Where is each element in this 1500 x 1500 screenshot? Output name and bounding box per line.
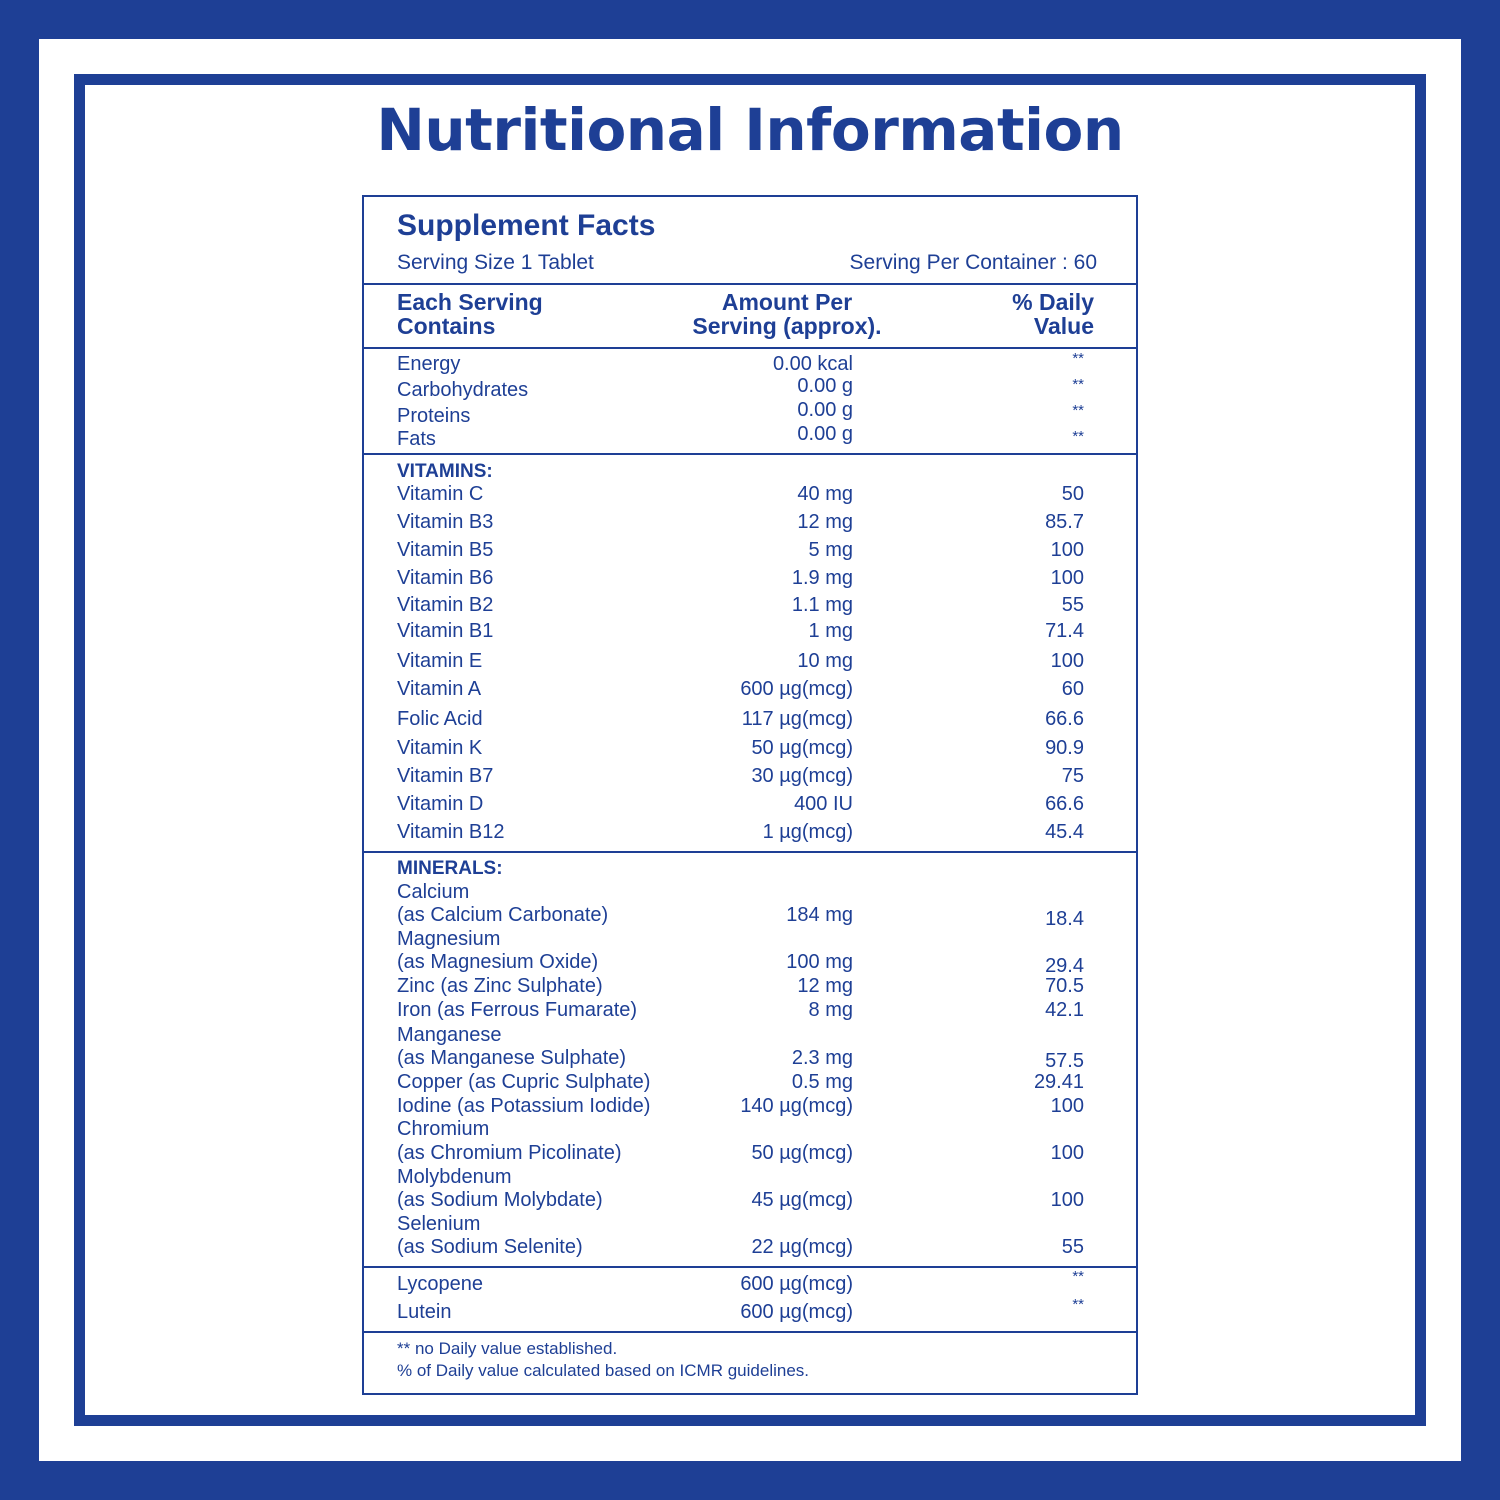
vitamin-amount: 40 mg (797, 483, 853, 505)
column-header-dv-line2: Value (1033, 312, 1094, 339)
vitamin-daily-value: 55 (1061, 594, 1084, 616)
vitamin-label: Vitamin B2 (397, 594, 494, 616)
vitamin-label: Vitamin D (397, 793, 484, 815)
nutrient-amount: 0.00 kcal (772, 353, 853, 375)
vitamin-daily-value: 66.6 (1045, 793, 1084, 815)
nutrient-label: Carbohydrates (397, 379, 529, 401)
vitamin-daily-value: 75 (1061, 765, 1084, 787)
nutrient-label: Fats (397, 428, 436, 450)
mineral-daily-value: 57.5 (1045, 1050, 1084, 1072)
vitamin-label: Vitamin K (397, 737, 483, 759)
vitamin-amount: 5 mg (808, 539, 853, 561)
mineral-label: Molybdenum (397, 1166, 512, 1188)
vitamin-label: Vitamin B12 (397, 821, 505, 843)
vitamin-amount: 50 µg(mcg) (751, 737, 853, 759)
vitamin-daily-value: 100 (1050, 650, 1084, 672)
mineral-label: Iodine (as Potassium Iodide) (397, 1095, 651, 1117)
vitamin-amount: 600 µg(mcg) (740, 678, 853, 700)
column-header-nutrient-line1: Each Serving (397, 289, 543, 315)
vitamin-amount: 1 µg(mcg) (762, 821, 853, 843)
mineral-daily-value: 100 (1050, 1189, 1084, 1211)
mineral-amount: 8 mg (808, 999, 853, 1021)
vitamin-amount: 12 mg (797, 511, 853, 533)
divider (364, 851, 1136, 853)
vitamin-amount: 400 IU (794, 793, 853, 815)
nutrient-amount: 600 µg(mcg) (740, 1273, 853, 1295)
vitamin-daily-value: 100 (1050, 567, 1084, 589)
vitamins-heading: VITAMINS: (397, 461, 493, 482)
mineral-source: (as Chromium Picolinate) (397, 1142, 622, 1164)
vitamin-label: Vitamin B3 (397, 511, 494, 533)
mineral-label: Selenium (397, 1213, 481, 1235)
mineral-amount: 100 mg (786, 951, 853, 973)
mineral-daily-value: 29.4 (1045, 955, 1084, 977)
nutrient-label: Proteins (397, 405, 471, 427)
vitamin-daily-value: 66.6 (1045, 708, 1084, 730)
nutrient-amount: 0.00 g (797, 375, 853, 397)
column-header-nutrient-line2: Contains (397, 312, 496, 339)
mineral-source: (as Manganese Sulphate) (397, 1047, 627, 1069)
nutrient-daily-value: ** (1072, 1296, 1084, 1313)
mineral-amount: 140 µg(mcg) (740, 1095, 853, 1117)
vitamin-label: Vitamin B7 (397, 765, 494, 787)
mineral-amount: 50 µg(mcg) (751, 1142, 853, 1164)
vitamin-amount: 117 µg(mcg) (741, 708, 853, 730)
divider (364, 453, 1136, 455)
nutrient-amount: 0.00 g (797, 399, 853, 421)
nutrient-label: Lutein (397, 1301, 452, 1323)
minerals-heading: MINERALS: (397, 858, 503, 879)
nutrient-daily-value: ** (1072, 1268, 1084, 1285)
column-header-amount-line1: Amount Per (721, 289, 853, 315)
mineral-daily-value: 42.1 (1045, 999, 1084, 1021)
mineral-amount: 12 mg (797, 975, 853, 997)
divider (364, 283, 1136, 285)
vitamin-amount: 1 mg (808, 620, 853, 642)
vitamin-amount: 30 µg(mcg) (751, 765, 853, 787)
servings-per-container: Serving Per Container : 60 (849, 251, 1097, 274)
page-title: Nutritional Information (376, 96, 1124, 164)
vitamin-daily-value: 100 (1050, 539, 1084, 561)
vitamin-amount: 1.1 mg (791, 594, 853, 616)
column-header-amount (684, 291, 890, 339)
mineral-daily-value: 100 (1050, 1142, 1084, 1164)
mineral-daily-value: 70.5 (1045, 975, 1084, 997)
vitamin-daily-value: 60 (1061, 678, 1084, 700)
vitamin-daily-value: 71.4 (1045, 620, 1084, 642)
vitamin-label: Vitamin A (397, 678, 482, 700)
mineral-daily-value: 18.4 (1045, 908, 1084, 930)
mineral-label: Iron (as Ferrous Fumarate) (397, 999, 638, 1021)
vitamin-amount: 10 mg (797, 650, 853, 672)
vitamin-label: Vitamin E (397, 650, 483, 672)
mineral-amount: 0.5 mg (791, 1071, 853, 1093)
nutrient-amount: 0.00 g (797, 423, 853, 445)
mineral-amount: 45 µg(mcg) (751, 1189, 853, 1211)
footnote: ** no Daily value established. (397, 1339, 618, 1358)
column-header-dv-line1: % Daily (1012, 289, 1094, 315)
column-header-amount-line2: Serving (approx). (692, 312, 882, 339)
nutrient-daily-value: ** (1072, 350, 1084, 367)
vitamin-amount: 1.9 mg (791, 567, 853, 589)
nutrient-daily-value: ** (1072, 402, 1084, 419)
nutrient-label: Lycopene (397, 1273, 483, 1295)
vitamin-label: Vitamin B5 (397, 539, 494, 561)
serving-size: Serving Size 1 Tablet (397, 251, 594, 274)
nutrient-label: Energy (397, 353, 461, 375)
mineral-label: Chromium (397, 1118, 490, 1140)
divider (364, 347, 1136, 349)
nutrient-amount: 600 µg(mcg) (740, 1301, 853, 1323)
mineral-daily-value: 29.41 (1033, 1071, 1084, 1093)
facts-heading: Supplement Facts (397, 209, 656, 242)
vitamin-daily-value: 85.7 (1045, 511, 1084, 533)
mineral-source: (as Sodium Selenite) (397, 1236, 583, 1258)
divider (364, 1266, 1136, 1268)
vitamin-daily-value: 90.9 (1045, 737, 1084, 759)
mineral-source: (as Sodium Molybdate) (397, 1189, 603, 1211)
mineral-label: Zinc (as Zinc Sulphate) (397, 975, 603, 997)
nutrient-daily-value: ** (1072, 376, 1084, 393)
mineral-daily-value: 55 (1061, 1236, 1084, 1258)
vitamin-label: Vitamin B1 (397, 620, 494, 642)
mineral-source: (as Magnesium Oxide) (397, 951, 599, 973)
mineral-daily-value: 100 (1050, 1095, 1084, 1117)
column-header-nutrient (397, 291, 543, 339)
vitamin-daily-value: 45.4 (1045, 821, 1084, 843)
mineral-amount: 2.3 mg (791, 1047, 853, 1069)
mineral-label: Copper (as Cupric Sulphate) (397, 1071, 651, 1093)
column-header-daily-value (1012, 291, 1094, 339)
mineral-label: Manganese (397, 1024, 502, 1046)
mineral-label: Calcium (397, 881, 470, 903)
nutrient-daily-value: ** (1072, 428, 1084, 445)
mineral-source: (as Calcium Carbonate) (397, 904, 609, 926)
mineral-label: Magnesium (397, 928, 501, 950)
vitamin-daily-value: 50 (1061, 483, 1084, 505)
mineral-amount: 184 mg (786, 904, 853, 926)
footnote: % of Daily value calculated based on ICMR guidelines. (397, 1361, 810, 1380)
vitamin-label: Vitamin C (397, 483, 484, 505)
supplement-facts-panel (362, 195, 1138, 1395)
divider (364, 1331, 1136, 1333)
vitamin-label: Folic Acid (397, 708, 483, 730)
vitamin-label: Vitamin B6 (397, 567, 494, 589)
mineral-amount: 22 µg(mcg) (751, 1236, 853, 1258)
